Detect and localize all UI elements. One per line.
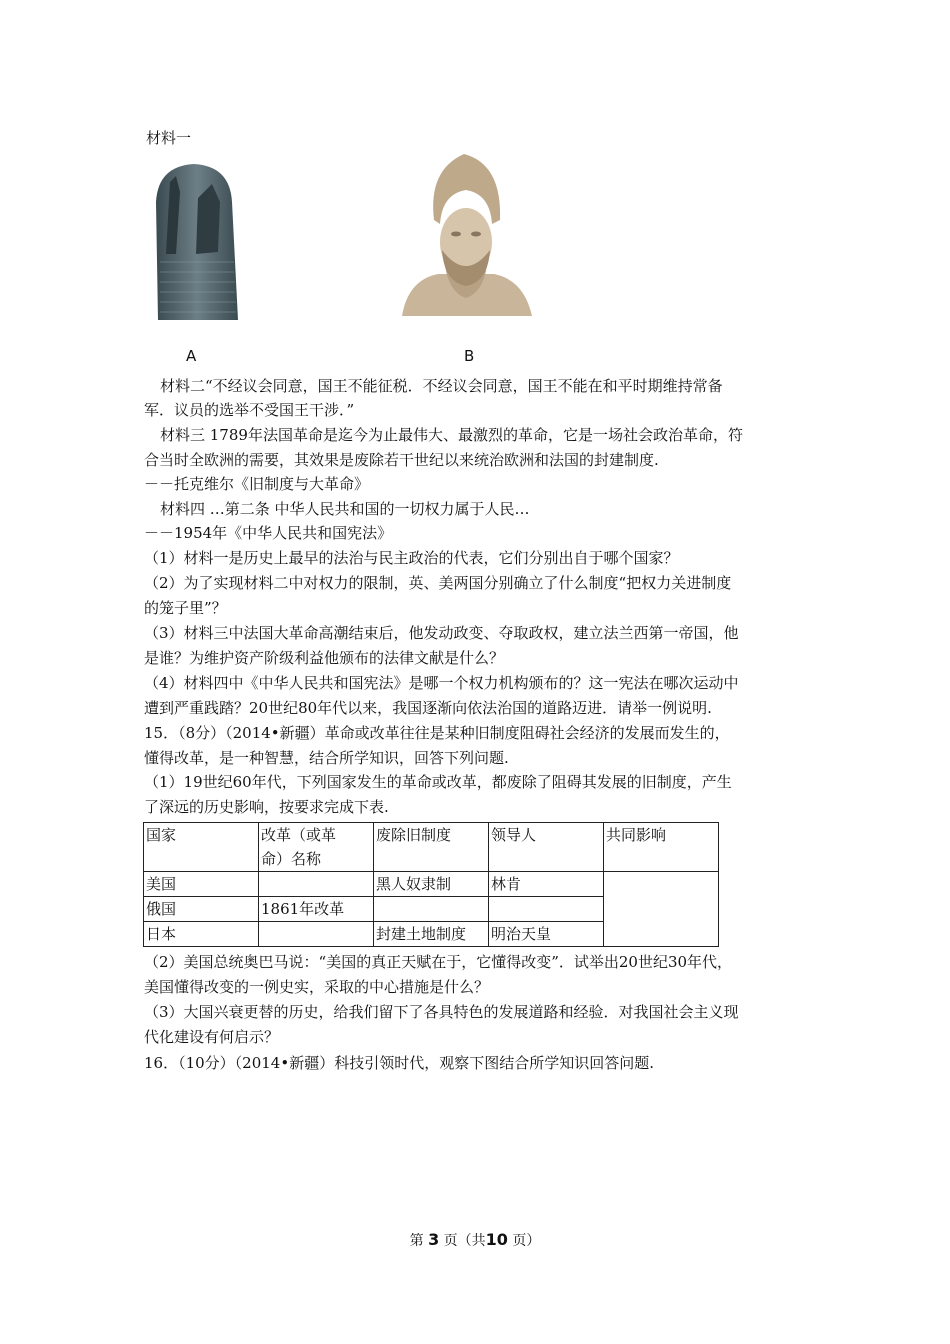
question-1: （1）材料一是历史上最早的法治与民主政治的代表，它们分别出自于哪个国家？ <box>144 549 679 567</box>
question-3-line-1: （3）材料三中法国大革命高潮结束后，他发动政变、夺取政权，建立法兰西第一帝国，他 <box>144 624 739 642</box>
problem-16: 16．（10分）（2014•新疆）科技引领时代，观察下图结合所学知识回答问题. <box>144 1054 654 1072</box>
material-3-line-1: 材料三 1789年法国革命是迄今为止最伟大、最激烈的革命，它是一场社会政治革命，符 <box>160 426 743 444</box>
image-label-a: A <box>186 347 197 365</box>
table-header-row <box>144 823 719 872</box>
cell-country: 美国 <box>144 872 259 897</box>
cell-reform-name: 1861年改革 <box>259 897 374 922</box>
problem-15-q3-line-2: 代化建设有何启示？ <box>144 1028 280 1046</box>
header-reform-name: 改革（或革 命）名称 <box>259 823 374 872</box>
material-1-title: 材料一 <box>146 129 192 147</box>
material-4-line-1: 材料四 …第二条 中华人民共和国的一切权力属于人民… <box>160 500 530 518</box>
cell-reform-name <box>259 872 374 897</box>
material-3-line-2: 合当时全欧洲的需要，其效果是废除若干世纪以来统治欧洲和法国的封建制度. <box>144 451 659 469</box>
cell-reform-name <box>259 922 374 947</box>
problem-15-q1-line-1: （1）19世纪60年代，下列国家发生的革命或改革，都废除了阻碍其发展的旧制度，产生 <box>144 773 732 791</box>
stele-image-a <box>146 162 242 320</box>
problem-15-q2-line-1: （2）美国总统奥巴马说：“美国的真正天赋在于，它懂得改变”．试举出20世纪30年代， <box>144 953 733 971</box>
problem-15-line-2: 懂得改革，是一种智慧，结合所学知识，回答下列问题. <box>144 749 509 767</box>
question-4-line-1: （4）材料四中《中华人民共和国宪法》是哪一个权力机构颁布的？这一宪法在哪次运动中 <box>144 674 739 692</box>
material-2-line-2: 军．议员的选举不受国王干涉．” <box>144 401 355 419</box>
question-2-line-2: 的笼子里”？ <box>144 599 227 617</box>
cell-country: 日本 <box>144 922 259 947</box>
table-row <box>144 872 719 897</box>
cell-leader: 明治天皇 <box>489 922 604 947</box>
problem-15-q3-line-1: （3）大国兴衰更替的历史，给我们留下了各具特色的发展道路和经验．对我国社会主义现 <box>144 1003 739 1021</box>
header-common-impact: 共同影响 <box>604 823 719 872</box>
reform-table <box>143 822 719 947</box>
problem-15-line-1: 15．（8分）（2014•新疆）革命或改革往往是某种旧制度阻碍社会经济的发展而发生的， <box>144 724 730 742</box>
page-total: 10 <box>485 1230 508 1249</box>
page-number: 3 <box>428 1230 440 1249</box>
material-3-source: －－托克维尔《旧制度与大革命》 <box>144 475 370 493</box>
cell-leader: 林肯 <box>489 872 604 897</box>
image-label-b: B <box>464 347 475 365</box>
question-3-line-2: 是谁？为维护资产阶级利益他颁布的法律文献是什么？ <box>144 649 505 667</box>
header-abolished-system: 废除旧制度 <box>374 823 489 872</box>
cell-country: 俄国 <box>144 897 259 922</box>
question-4-line-2: 遭到严重践踏？20世纪80年代以来，我国逐渐向依法治国的道路迈进．请举一例说明. <box>144 699 712 717</box>
bust-image-b <box>398 150 534 316</box>
cell-abolished-system <box>374 897 489 922</box>
cell-abolished-system: 黑人奴隶制 <box>374 872 489 897</box>
header-leader: 领导人 <box>489 823 604 872</box>
cell-abolished-system: 封建土地制度 <box>374 922 489 947</box>
question-2-line-1: （2）为了实现材料二中对权力的限制，英、美两国分别确立了什么制度“把权力关进制度 <box>144 574 732 592</box>
problem-15-q2-line-2: 美国懂得改变的一例史实，采取的中心措施是什么？ <box>144 978 490 996</box>
material-2-line-1: 材料二“不经议会同意，国王不能征税．不经议会同意，国王不能在和平时期维持常备 <box>160 377 723 395</box>
problem-15-q1-line-2: 了深远的历史影响，按要求完成下表. <box>144 798 389 816</box>
cell-common-impact <box>604 872 719 947</box>
material-4-source: －－1954年《中华人民共和国宪法》 <box>144 524 393 542</box>
cell-leader <box>489 897 604 922</box>
page-footer: 第 3 页（共10 页） <box>409 1230 541 1249</box>
header-country: 国家 <box>144 823 259 872</box>
